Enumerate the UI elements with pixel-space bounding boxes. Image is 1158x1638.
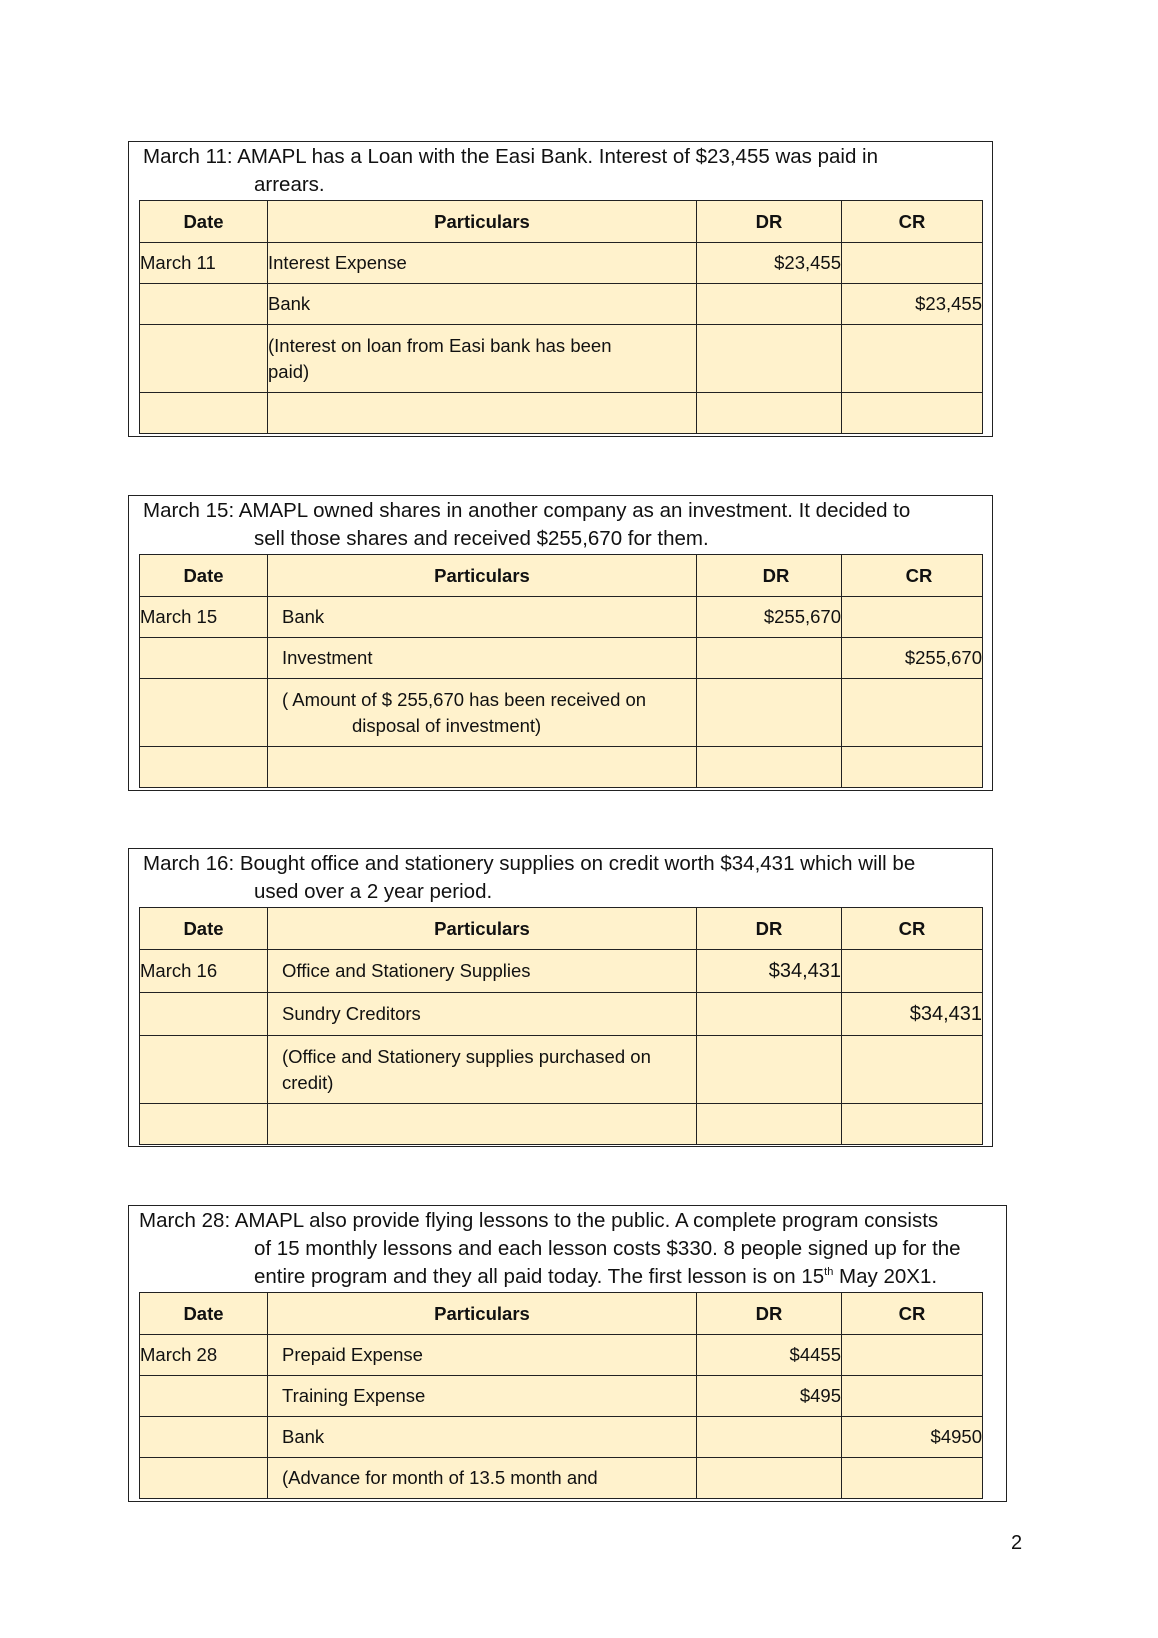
table-row — [140, 393, 983, 434]
row-date — [140, 638, 268, 679]
row-dr — [697, 993, 842, 1036]
row-date: March 11 — [140, 243, 268, 284]
row-particulars: (Advance for month of 13.5 month and — [268, 1458, 697, 1499]
row-date: March 16 — [140, 950, 268, 993]
row-dr — [697, 393, 842, 434]
journal-entry-march-28 — [128, 1205, 1007, 1502]
row-date — [140, 679, 268, 747]
row-dr — [697, 747, 842, 788]
particulars-header: Particulars — [268, 555, 697, 597]
dr-header: DR — [697, 555, 842, 597]
row-date — [140, 393, 268, 434]
row-cr — [842, 747, 983, 788]
row-cr: $255,670 — [842, 638, 983, 679]
row-dr: $255,670 — [697, 597, 842, 638]
row-cr — [842, 950, 983, 993]
row-date — [140, 1104, 268, 1145]
row-particulars: Interest Expense — [268, 243, 697, 284]
particulars-line-2: disposal of investment) — [352, 714, 542, 736]
row-particulars: (Interest on loan from Easi bank has been paid) — [268, 325, 697, 393]
row-particulars: Sundry Creditors — [268, 993, 697, 1036]
row-dr — [697, 638, 842, 679]
journal-table — [139, 1292, 983, 1499]
row-particulars — [268, 1104, 697, 1145]
row-cr — [842, 243, 983, 284]
row-particulars: (Office and Stationery supplies purchased on credit) — [268, 1036, 697, 1104]
row-dr — [697, 679, 842, 747]
row-dr: $23,455 — [697, 243, 842, 284]
cr-header: CR — [842, 908, 983, 950]
entry-description: March 15: AMAPL owned shares in another company as an investment. It decided to sell those shares and received $255,670 for them. — [143, 499, 911, 550]
table-row — [140, 993, 983, 1036]
table-header-row — [140, 1293, 983, 1335]
row-cr — [842, 393, 983, 434]
journal-entry-march-16 — [128, 848, 993, 1147]
date-header: Date — [140, 555, 268, 597]
page-number: 2 — [1011, 1532, 1023, 1554]
row-particulars — [268, 393, 697, 434]
row-cr — [842, 1376, 983, 1417]
row-dr — [697, 284, 842, 325]
entry-description: March 28: AMAPL also provide flying lessons to the public. A complete program consists of 15 monthly lessons and each lesson costs $330. 8 people signed up for the entire program and they all paid today. The first lesson is on 15th May 20X1. — [129, 1206, 1006, 1292]
row-date — [140, 284, 268, 325]
table-header-row — [140, 201, 983, 243]
row-cr — [842, 679, 983, 747]
table-row — [140, 1376, 983, 1417]
row-cr — [842, 1036, 983, 1104]
date-header: Date — [140, 201, 268, 243]
table-header-row — [140, 908, 983, 950]
row-date — [140, 1417, 268, 1458]
row-date: March 15 — [140, 597, 268, 638]
row-particulars — [268, 679, 697, 747]
table-row — [140, 284, 983, 325]
particulars-line-1: ( Amount of $ 255,670 has been received on — [282, 688, 647, 710]
particulars-header: Particulars — [268, 908, 697, 950]
row-date — [140, 1376, 268, 1417]
row-dr: $495 — [697, 1376, 842, 1417]
row-dr — [697, 1417, 842, 1458]
table-row — [140, 1036, 983, 1104]
table-row — [140, 243, 983, 284]
row-cr — [842, 325, 983, 393]
row-particulars: Bank — [268, 1417, 697, 1458]
cr-header: CR — [842, 555, 983, 597]
dr-header: DR — [697, 908, 842, 950]
row-date — [140, 325, 268, 393]
row-date — [140, 993, 268, 1036]
row-dr — [697, 325, 842, 393]
table-row — [140, 1104, 983, 1145]
row-date — [140, 1036, 268, 1104]
row-cr: $4950 — [842, 1417, 983, 1458]
row-date: March 28 — [140, 1335, 268, 1376]
cr-header: CR — [842, 1293, 983, 1335]
table-row — [140, 638, 983, 679]
dr-header: DR — [697, 1293, 842, 1335]
row-particulars: Office and Stationery Supplies — [268, 950, 697, 993]
row-dr — [697, 1104, 842, 1145]
particulars-header: Particulars — [268, 1293, 697, 1335]
table-row — [140, 950, 983, 993]
cr-header: CR — [842, 201, 983, 243]
journal-table — [139, 554, 983, 788]
row-cr: $34,431 — [842, 993, 983, 1036]
row-dr: $34,431 — [697, 950, 842, 993]
journal-table — [139, 907, 983, 1145]
row-particulars: Prepaid Expense — [268, 1335, 697, 1376]
row-dr: $4455 — [697, 1335, 842, 1376]
row-dr — [697, 1458, 842, 1499]
row-particulars: Training Expense — [268, 1376, 697, 1417]
date-header: Date — [140, 908, 268, 950]
table-row — [140, 597, 983, 638]
row-particulars — [268, 747, 697, 788]
row-cr — [842, 1458, 983, 1499]
journal-entry-march-11 — [128, 141, 993, 437]
row-particulars: Investment — [268, 638, 697, 679]
row-particulars: Bank — [268, 284, 697, 325]
table-row — [140, 1335, 983, 1376]
row-cr: $23,455 — [842, 284, 983, 325]
journal-table — [139, 200, 983, 434]
table-row — [140, 1417, 983, 1458]
date-header: Date — [140, 1293, 268, 1335]
dr-header: DR — [697, 201, 842, 243]
table-row — [140, 679, 983, 747]
row-cr — [842, 1104, 983, 1145]
entry-description: March 11: AMAPL has a Loan with the Easi Bank. Interest of $23,455 was paid in arrears. — [143, 145, 879, 196]
table-row — [140, 325, 983, 393]
table-header-row — [140, 555, 983, 597]
row-particulars: Bank — [268, 597, 697, 638]
journal-entry-march-15 — [128, 495, 993, 791]
row-dr — [697, 1036, 842, 1104]
table-row — [140, 1458, 983, 1499]
row-date — [140, 1458, 268, 1499]
row-date — [140, 747, 268, 788]
table-row — [140, 747, 983, 788]
row-cr — [842, 597, 983, 638]
entry-description-line-3: entire program and they all paid today. The first lesson is on 15th May 20X1. — [254, 1265, 938, 1288]
row-cr — [842, 1335, 983, 1376]
entry-description: March 16: Bought office and stationery supplies on credit worth $34,431 which will be used over a 2 year period. — [143, 852, 916, 903]
particulars-header: Particulars — [268, 201, 697, 243]
